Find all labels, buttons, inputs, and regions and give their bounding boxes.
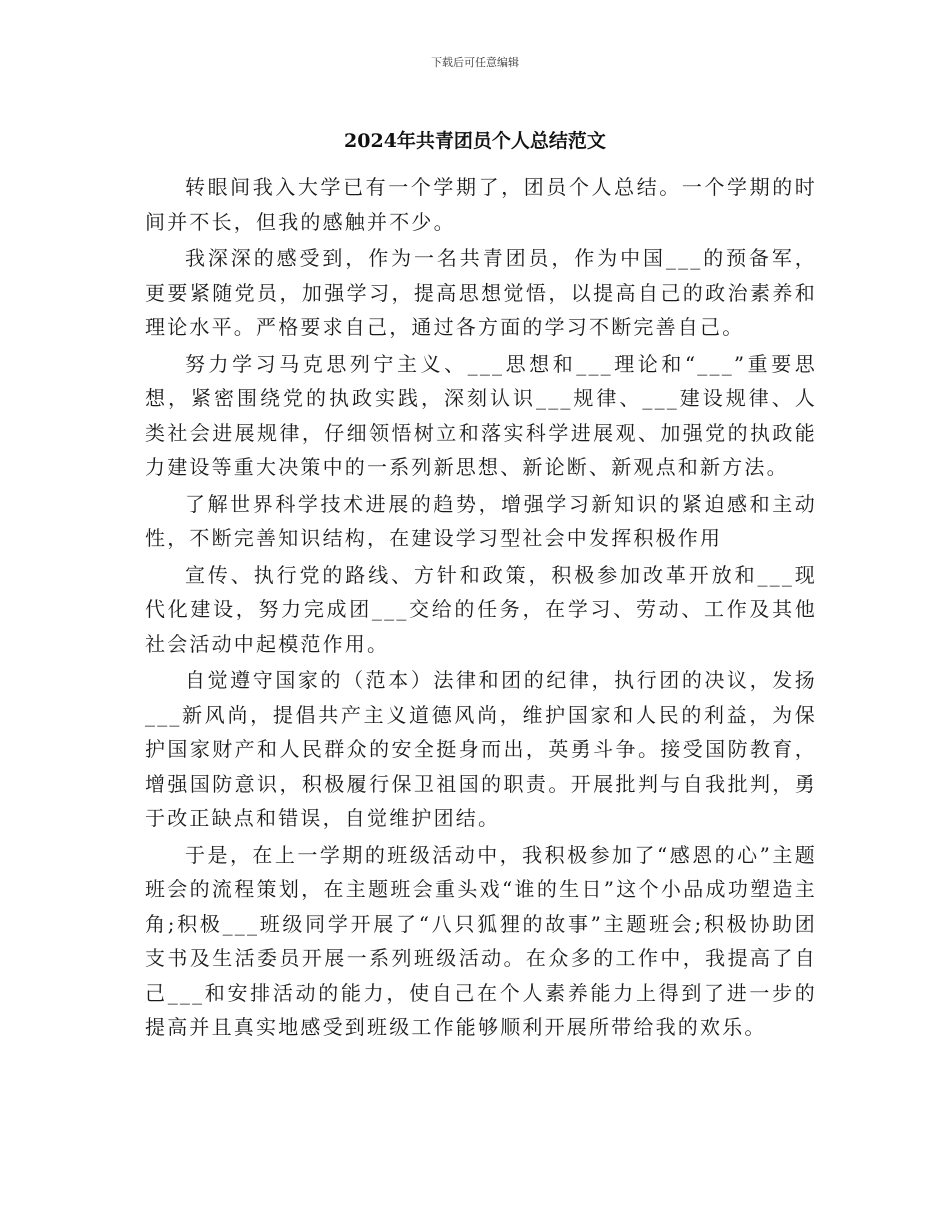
paragraph-2: 我深深的感受到，作为一名共青团员，作为中国___的预备军，更要紧随党员，加强学习，提高思想觉悟，以提高自己的政治素养和理论水平。严格要求自己，通过各方面的学习不断完善自己。 [145,246,817,339]
paragraph-4: 了解世界科学技术进展的趋势，增强学习新知识的紧迫感和主动性，不断完善知识结构，在建设学习型社会中发挥积极作用 [145,491,817,550]
paragraph-3: 努力学习马克思列宁主义、___思想和___理论和“___”重要思想，紧密围绕党的执政实践，深刻认识___规律、___建设规律、人类社会进展规律，仔细领悟树立和落实科学进展观、加强党的执政能力建设等重大决策中的一系列新思想、新论断、新观点和新方法。 [145,351,817,479]
paragraph-6: 自觉遵守国家的（范本）法律和团的纪律，执行团的决议，发扬___新风尚，提倡共产主义道德风尚，维护国家和人民的利益，为保护国家财产和人民群众的安全挺身而出，英勇斗争。接受国防教育，增强国防意识，积极履行保卫祖国的职责。开展批判与自我批判，勇于改正缺点和错误，自觉维护团结。 [145,668,817,830]
paragraph-1: 转眼间我入大学已有一个学期了，团员个人总结。一个学期的时间并不长，但我的感触并不少。 [145,175,817,234]
paragraph-7: 于是，在上一学期的班级活动中，我积极参加了“感恩的心”主题班会的流程策划，在主题班会重头戏“谁的生日”这个小品成功塑造主角;积极___班级同学开展了“八只狐狸的故事”主题班会;积极协助团支书及生活委员开展一系列班级活动。在众多的工作中，我提高了自己___和安排活动的能力，使自己在个人素养能力上得到了进一步的提高并且真实地感受到班级工作能够顺利开展所带给我的欢乐。 [145,842,817,1039]
paragraph-5: 宣传、执行党的路线、方针和政策，积极参加改革开放和___现代化建设，努力完成团___交给的任务，在学习、劳动、工作及其他社会活动中起模范作用。 [145,562,817,656]
page-header-note: 下载后可任意编辑 [431,56,519,69]
document-title: 2024年共青团员个人总结范文 [344,130,606,152]
document-body [145,170,817,1047]
